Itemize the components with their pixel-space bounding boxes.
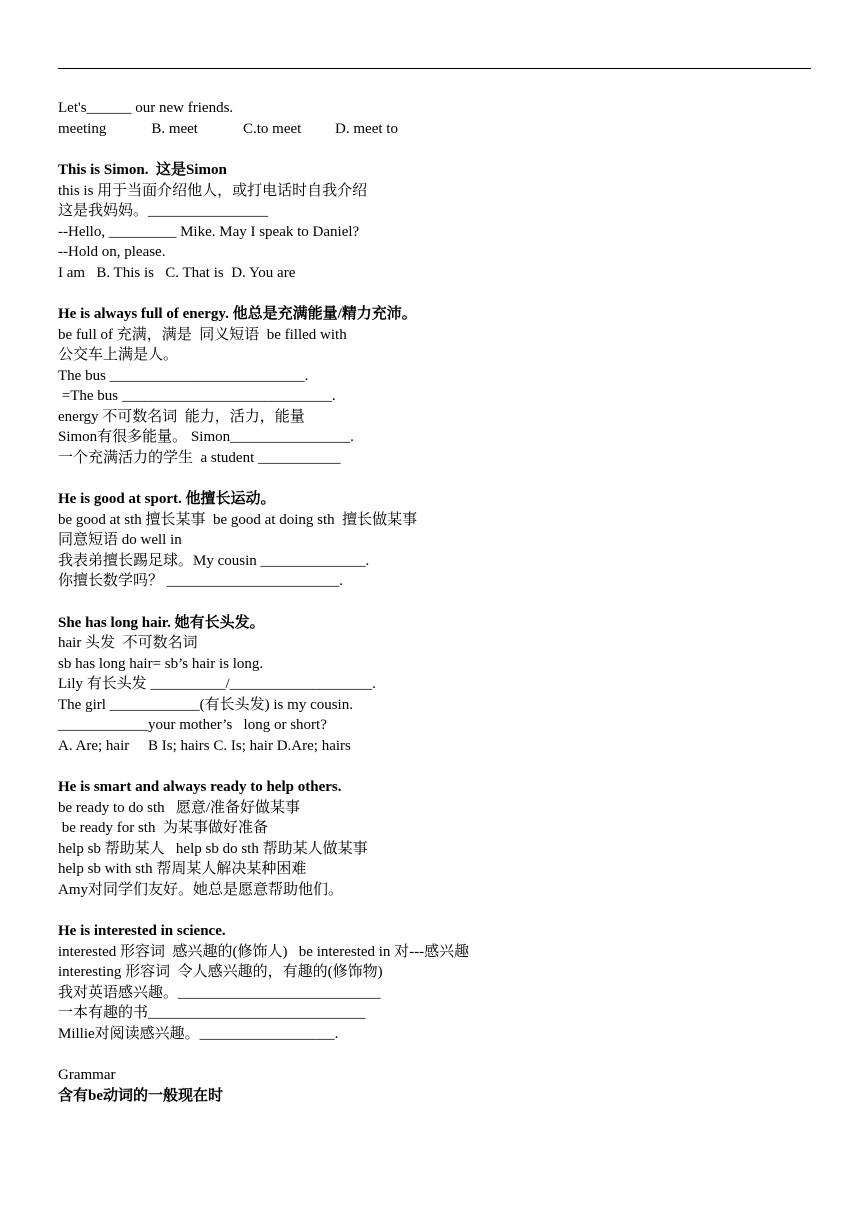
text-line: be ready for sth 为某事做好准备 — [58, 820, 268, 836]
text-line: energy 不可数名词 能力，活力，能量 — [58, 408, 305, 425]
text-line: help sb 帮助某人 help sb do sth 帮助某人做某事 — [58, 840, 368, 857]
section-spacer — [58, 139, 818, 160]
section — [58, 921, 818, 1044]
section-heading: This is Simon. 这是Simon — [58, 162, 227, 178]
text-line: =The bus ____________________________. — [58, 388, 336, 404]
text-line: The bus __________________________. — [58, 367, 309, 384]
text-line: hair 头发 不可数名词 — [58, 635, 198, 651]
text-line: interested 形容词 感兴趣的(修饰人) be interested in 对---感兴趣 — [58, 943, 470, 960]
text-line: 同意短语 do well in — [58, 532, 182, 548]
section-spacer — [58, 1044, 818, 1065]
text-line: --Hello, _________ Mike. May I speak to Daniel? — [58, 223, 360, 240]
text-line: 你擅长数学吗？ _______________________. — [58, 573, 344, 589]
section-heading: He is interested in science. — [58, 923, 226, 939]
section — [58, 1065, 818, 1106]
text-line: 我表弟擅长踢足球。My cousin ______________. — [58, 552, 370, 569]
text-line: Simon有很多能量。 Simon________________. — [58, 429, 354, 445]
text-line: Amy对同学们友好。她总是愿意帮助他们。 — [58, 881, 344, 898]
section-heading: He is good at sport. 他擅长运动。 — [58, 491, 276, 507]
text-line: be full of 充满，满是 同义短语 be filled with — [58, 326, 347, 343]
text-line: 这是我妈妈。________________ — [58, 203, 269, 219]
text-line: The girl ____________(有长头发) is my cousin. — [58, 696, 353, 713]
text-line: interesting 形容词 令人感兴趣的，有趣的(修饰物) — [58, 964, 383, 980]
section — [58, 304, 818, 468]
section — [58, 613, 818, 757]
section-heading: She has long hair. 她有长头发。 — [58, 614, 265, 631]
text-line: meeting B. meet C.to meet D. meet to — [58, 120, 398, 137]
section-heading: 含有be动词的一般现在时 — [58, 1087, 224, 1104]
text-line: be good at sth 擅长某事 be good at doing sth 擅长做某事 — [58, 511, 418, 528]
text-line: ____________your mother’s long or short? — [58, 717, 327, 733]
text-line: 我对英语感兴趣。___________________________ — [58, 984, 381, 1001]
text-line: sb has long hair= sb’s hair is long. — [58, 655, 264, 672]
text-line: Millie对阅读感兴趣。__________________. — [58, 1025, 339, 1042]
text-line: this is 用于当面介绍他人，或打电话时自我介绍 — [58, 182, 368, 199]
text-line: Let's______ our new friends. — [58, 100, 234, 116]
text-line: be ready to do sth 愿意/准备好做某事 — [58, 799, 301, 816]
text-line: A. Are; hair B Is; hairs C. Is; hair D.Are; hairs — [58, 737, 351, 754]
section — [58, 489, 818, 592]
section — [58, 160, 818, 283]
section-spacer — [58, 468, 818, 489]
section — [58, 777, 818, 900]
text-line: 一个充满活力的学生 a student ___________ — [58, 449, 341, 466]
document-body — [58, 98, 818, 1106]
text-line: --Hold on, please. — [58, 244, 166, 260]
text-line: help sb with sth 帮周某人解决某种困难 — [58, 861, 307, 877]
section — [58, 98, 818, 139]
text-line: Grammar — [58, 1067, 116, 1083]
section-heading: He is smart and always ready to help others. — [58, 779, 342, 795]
text-line: 公交车上满是人。 — [58, 347, 179, 363]
header-rule — [58, 68, 811, 69]
section-heading: He is always full of energy. 他总是充满能量/精力充沛。 — [58, 306, 417, 322]
section-spacer — [58, 283, 818, 304]
section-spacer — [58, 900, 818, 921]
text-line: I am B. This is C. That is D. You are — [58, 264, 296, 281]
section-spacer — [58, 592, 818, 613]
text-line: 一本有趣的书_____________________________ — [58, 1005, 366, 1021]
text-line: Lily 有长头发 __________/___________________. — [58, 676, 376, 692]
section-spacer — [58, 756, 818, 777]
